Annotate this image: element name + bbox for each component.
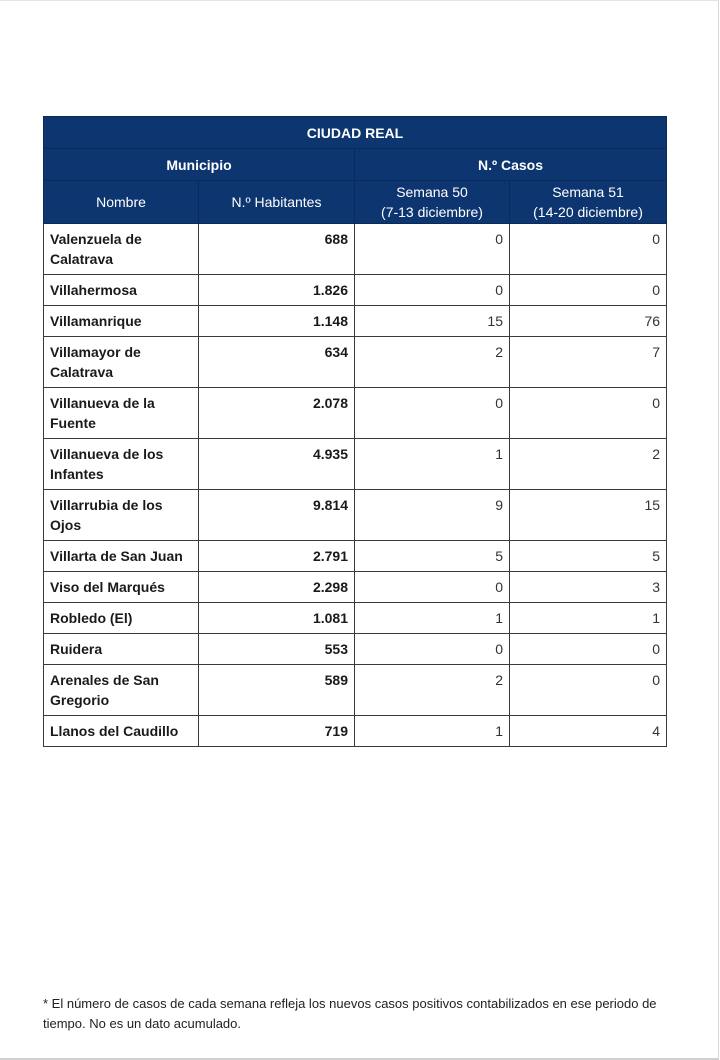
table-row <box>44 541 667 572</box>
habitantes-cell: 1.826 <box>199 275 355 306</box>
table-title: CIUDAD REAL <box>44 117 667 149</box>
semana-51-label: Semana 51 <box>552 184 624 200</box>
semana-51-cases-cell: 3 <box>510 572 667 603</box>
municipio-name-cell: Villanueva de la Fuente <box>44 388 199 439</box>
habitantes-cell: 634 <box>199 337 355 388</box>
semana-51-cases-cell: 2 <box>510 439 667 490</box>
semana-51-cases-cell: 1 <box>510 603 667 634</box>
municipio-name-cell: Ruidera <box>44 634 199 665</box>
municipio-name-cell: Villamayor de Calatrava <box>44 337 199 388</box>
semana-50-cases-cell: 0 <box>355 275 510 306</box>
semana-51-cases-cell: 76 <box>510 306 667 337</box>
semana-51-cases-cell: 0 <box>510 665 667 716</box>
semana-50-cases-cell: 5 <box>355 541 510 572</box>
semana-50-cases-cell: 2 <box>355 665 510 716</box>
semana-51-cases-cell: 5 <box>510 541 667 572</box>
table-row <box>44 275 667 306</box>
semana-51-range: (14-20 diciembre) <box>533 204 643 220</box>
table-row <box>44 603 667 634</box>
cases-table <box>43 116 667 747</box>
semana-50-cases-cell: 1 <box>355 716 510 747</box>
municipio-name-cell: Viso del Marqués <box>44 572 199 603</box>
column-header-habitantes: N.º Habitantes <box>199 181 355 224</box>
habitantes-cell: 2.078 <box>199 388 355 439</box>
municipio-name-cell: Villahermosa <box>44 275 199 306</box>
table-row <box>44 716 667 747</box>
semana-51-cases-cell: 0 <box>510 388 667 439</box>
semana-51-cases-cell: 15 <box>510 490 667 541</box>
municipio-name-cell: Villarta de San Juan <box>44 541 199 572</box>
municipio-name-cell: Villanueva de los Infantes <box>44 439 199 490</box>
semana-51-cases-cell: 0 <box>510 275 667 306</box>
habitantes-cell: 688 <box>199 224 355 275</box>
habitantes-cell: 9.814 <box>199 490 355 541</box>
group-header-municipio: Municipio <box>44 149 355 181</box>
column-header-semana-51 <box>510 181 667 224</box>
semana-51-cases-cell: 7 <box>510 337 667 388</box>
table-body <box>44 224 667 747</box>
table-row <box>44 388 667 439</box>
semana-50-cases-cell: 15 <box>355 306 510 337</box>
table-row <box>44 665 667 716</box>
semana-50-cases-cell: 2 <box>355 337 510 388</box>
semana-50-label: Semana 50 <box>396 184 468 200</box>
table-row <box>44 337 667 388</box>
habitantes-cell: 719 <box>199 716 355 747</box>
semana-50-cases-cell: 1 <box>355 603 510 634</box>
column-header-nombre: Nombre <box>44 181 199 224</box>
table-row <box>44 439 667 490</box>
semana-50-cases-cell: 0 <box>355 388 510 439</box>
semana-50-cases-cell: 1 <box>355 439 510 490</box>
group-header-casos: N.º Casos <box>355 149 667 181</box>
semana-50-cases-cell: 0 <box>355 634 510 665</box>
semana-51-cases-cell: 4 <box>510 716 667 747</box>
habitantes-cell: 2.298 <box>199 572 355 603</box>
municipio-name-cell: Villarrubia de los Ojos <box>44 490 199 541</box>
municipio-name-cell: Arenales de San Gregorio <box>44 665 199 716</box>
table-row <box>44 306 667 337</box>
municipio-name-cell: Villamanrique <box>44 306 199 337</box>
semana-50-cases-cell: 9 <box>355 490 510 541</box>
table-row <box>44 224 667 275</box>
semana-50-cases-cell: 0 <box>355 224 510 275</box>
table-row <box>44 490 667 541</box>
table-row <box>44 572 667 603</box>
semana-51-cases-cell: 0 <box>510 224 667 275</box>
habitantes-cell: 553 <box>199 634 355 665</box>
habitantes-cell: 1.081 <box>199 603 355 634</box>
column-header-semana-50 <box>355 181 510 224</box>
municipio-name-cell: Valenzuela de Calatrava <box>44 224 199 275</box>
semana-50-range: (7-13 diciembre) <box>381 204 483 220</box>
habitantes-cell: 1.148 <box>199 306 355 337</box>
table-row <box>44 634 667 665</box>
semana-51-cases-cell: 0 <box>510 634 667 665</box>
semana-50-cases-cell: 0 <box>355 572 510 603</box>
municipio-name-cell: Llanos del Caudillo <box>44 716 199 747</box>
habitantes-cell: 589 <box>199 665 355 716</box>
habitantes-cell: 2.791 <box>199 541 355 572</box>
habitantes-cell: 4.935 <box>199 439 355 490</box>
footnote: * El número de casos de cada semana refleja los nuevos casos positivos contabilizados en ese periodo de tiempo. No es un dato acumulado. <box>43 996 657 1031</box>
municipio-name-cell: Robledo (El) <box>44 603 199 634</box>
